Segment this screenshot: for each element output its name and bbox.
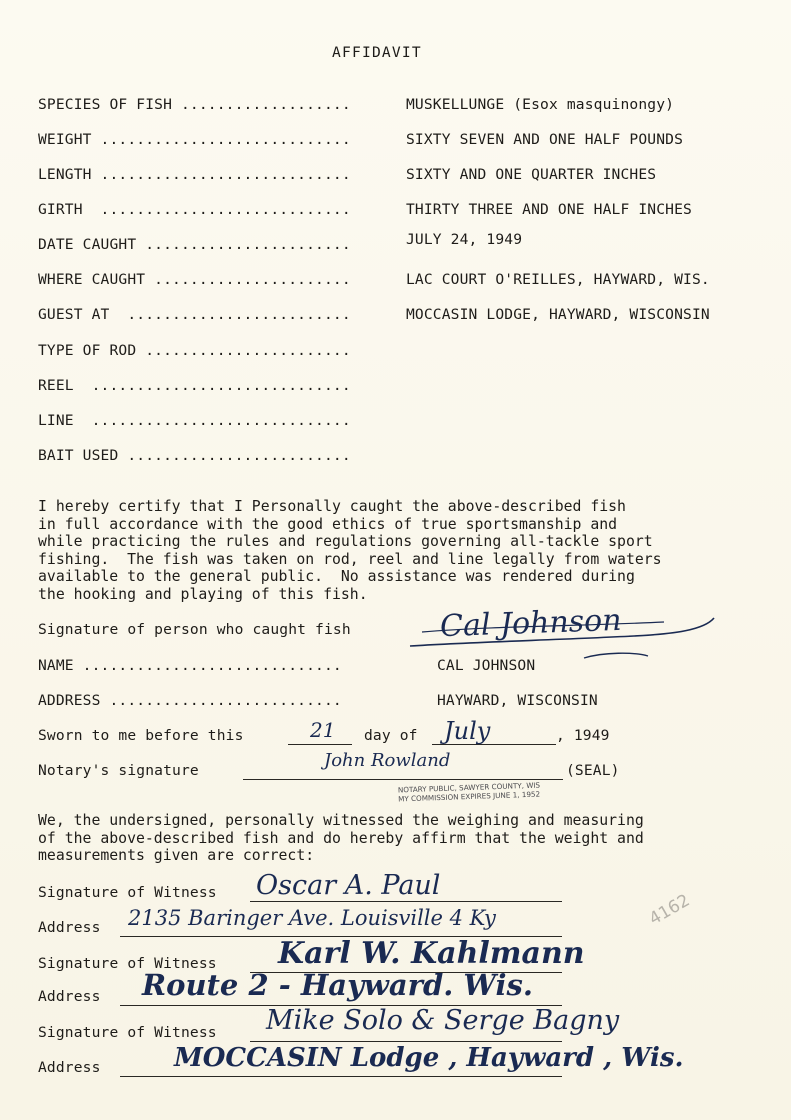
field-value-date-caught: JULY 24, 1949 (406, 231, 523, 248)
catcher-signature: Cal Johnson (439, 602, 623, 645)
field-label-reel: REEL ............................. (38, 377, 351, 394)
catcher-address-label: ADDRESS .......................... (38, 692, 342, 709)
field-value-length: SIXTY AND ONE QUARTER INCHES (406, 166, 657, 183)
field-label-length: LENGTH ............................ (38, 166, 351, 183)
field-value-girth: THIRTY THREE AND ONE HALF INCHES (406, 201, 692, 218)
witness-3-address-label: Address (38, 1059, 101, 1076)
certification-paragraph: I hereby certify that I Personally caught the above-described fish in full accordance with the good ethics of true sportsmanship and while practicing the rules and regulations governing all-tackle sport fishing. The fish was taken on rod, reel and line legally from waters available to the general public. No assistance was rendered during the hooking and playing of this fish. (38, 498, 662, 603)
notary-signature: John Rowland (324, 750, 451, 771)
field-label-type-of-rod: TYPE OF ROD ....................... (38, 342, 351, 359)
notary-signature-line (243, 779, 563, 780)
witness-3-signature-label: Signature of Witness (38, 1024, 217, 1041)
field-value-weight: SIXTY SEVEN AND ONE HALF POUNDS (406, 131, 684, 148)
sworn-day-of: day of (364, 727, 418, 744)
catcher-signature-label: Signature of person who caught fish (38, 621, 351, 638)
witness-1-signature-line (250, 901, 562, 902)
field-label-date-caught: DATE CAUGHT ....................... (38, 236, 351, 253)
witness-1-signature: Oscar A. Paul (256, 870, 441, 901)
field-label-guest-at: GUEST AT ......................... (38, 306, 351, 323)
notary-label: Notary's signature (38, 762, 199, 779)
margin-stamp-number: 4162 (645, 890, 694, 930)
field-label-line: LINE ............................. (38, 412, 351, 429)
catcher-name-label: NAME ............................. (38, 657, 342, 674)
witness-3-address-line (120, 1076, 562, 1077)
notary-seal: (SEAL) (566, 762, 620, 779)
sworn-year: , 1949 (556, 727, 610, 744)
field-value-guest-at: MOCCASIN LODGE, HAYWARD, WISCONSIN (406, 306, 710, 323)
catcher-name-value: CAL JOHNSON (437, 657, 536, 674)
document-title: AFFIDAVIT (332, 44, 422, 61)
field-label-bait-used: BAIT USED ......................... (38, 447, 351, 464)
notary-stamp: NOTARY PUBLIC, SAWYER COUNTY, WIS MY COMMISSION EXPIRES JUNE 1, 1952 (397, 780, 541, 804)
field-label-girth: GIRTH ............................ (38, 201, 351, 218)
catcher-address-value: HAYWARD, WISCONSIN (437, 692, 598, 709)
field-value-species: MUSKELLUNGE (Esox masquinongy) (406, 96, 675, 113)
field-label-species: SPECIES OF FISH ................... (38, 96, 351, 113)
witness-3-address: MOCCASIN Lodge , Hayward , Wis. (174, 1043, 684, 1073)
field-value-where-caught: LAC COURT O'REILLES, HAYWARD, WIS. (406, 271, 710, 288)
attestation-paragraph: We, the undersigned, personally witnessed the weighing and measuring of the above-described fish and do hereby affirm that the weight and measurements given are correct: (38, 812, 644, 864)
witness-2-signature-label: Signature of Witness (38, 955, 217, 972)
sworn-prefix: Sworn to me before this (38, 727, 244, 744)
witness-2-signature: Karl W. Kahlmann (278, 936, 585, 971)
field-label-weight: WEIGHT ............................ (38, 131, 351, 148)
witness-3-signature-line (250, 1041, 562, 1042)
sworn-day: 21 (310, 718, 336, 742)
field-label-where-caught: WHERE CAUGHT ...................... (38, 271, 351, 288)
witness-2-address-label: Address (38, 988, 101, 1005)
witness-1-address: 2135 Baringer Ave. Louisville 4 Ky (128, 906, 496, 930)
witness-3-signature: Mike Solo & Serge Bagny (266, 1005, 620, 1036)
witness-1-address-label: Address (38, 919, 101, 936)
sworn-day-line (288, 744, 352, 745)
witness-1-signature-label: Signature of Witness (38, 884, 217, 901)
sworn-month: July (444, 717, 491, 745)
witness-2-address: Route 2 - Hayward. Wis. (142, 968, 533, 1002)
